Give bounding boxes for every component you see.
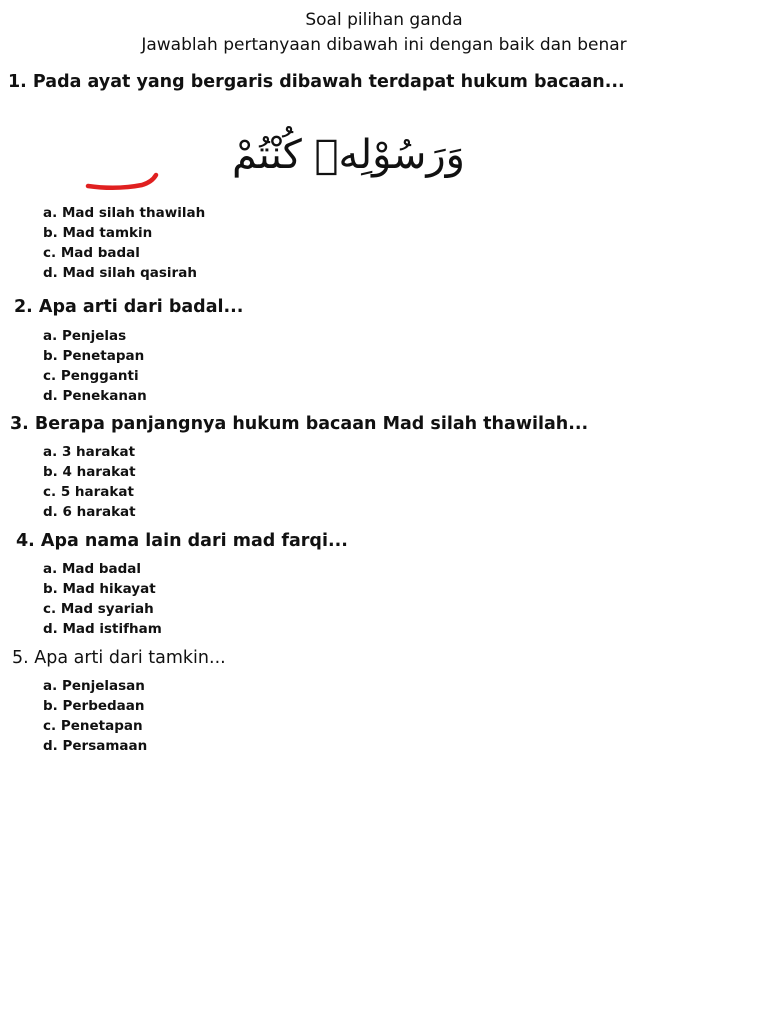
question-4-option-a[interactable]: a. Mad badal (43, 561, 142, 577)
question-3-option-a[interactable]: a. 3 harakat (43, 444, 136, 460)
red-underline-mark (88, 175, 156, 188)
question-1-option-b[interactable]: b. Mad tamkin (43, 225, 153, 241)
question-3-text: 3. Berapa panjangnya hukum bacaan Mad silah thawilah... (10, 414, 589, 434)
question-1-options (43, 203, 205, 283)
worksheet-title: Soal pilihan ganda (305, 10, 463, 30)
question-4-option-b[interactable]: b. Mad hikayat (43, 581, 156, 597)
question-1-option-c[interactable]: c. Mad badal (43, 245, 140, 261)
question-2-option-b[interactable]: b. Penetapan (43, 348, 145, 364)
question-3-option-c[interactable]: c. 5 harakat (43, 484, 134, 500)
question-2-option-c[interactable]: c. Pengganti (43, 368, 139, 384)
question-5-option-a[interactable]: a. Penjelasan (43, 678, 145, 694)
question-1-text: 1. Pada ayat yang bergaris dibawah terdapat hukum bacaan... (8, 72, 625, 92)
question-4-options (43, 559, 162, 639)
question-2-options (43, 326, 147, 406)
question-5-option-b[interactable]: b. Perbedaan (43, 698, 145, 714)
question-2-option-d[interactable]: d. Penekanan (43, 388, 147, 404)
question-2-text: 2. Apa arti dari badal... (14, 297, 244, 317)
question-4-option-c[interactable]: c. Mad syariah (43, 601, 154, 617)
question-5-option-c[interactable]: c. Penetapan (43, 718, 143, 734)
question-1-option-d[interactable]: d. Mad silah qasirah (43, 265, 197, 281)
arabic-verse-image (38, 112, 465, 196)
question-1-option-a[interactable]: a. Mad silah thawilah (43, 205, 206, 221)
question-3-option-d[interactable]: d. 6 harakat (43, 504, 136, 520)
question-2-option-a[interactable]: a. Penjelas (43, 328, 127, 344)
question-5-options (43, 676, 147, 756)
question-3-option-b[interactable]: b. 4 harakat (43, 464, 136, 480)
worksheet-instruction: Jawablah pertanyaan dibawah ini dengan baik dan benar (141, 35, 627, 55)
question-5-option-d[interactable]: d. Persamaan (43, 738, 148, 754)
arabic-verse-text: وَرَسُوْلِهٖ كُنْتُمْ (232, 132, 465, 178)
question-5-text: 5. Apa arti dari tamkin... (12, 648, 226, 668)
question-4-text: 4. Apa nama lain dari mad farqi... (16, 531, 348, 551)
question-3-options (43, 442, 136, 522)
question-4-option-d[interactable]: d. Mad istifham (43, 621, 162, 637)
